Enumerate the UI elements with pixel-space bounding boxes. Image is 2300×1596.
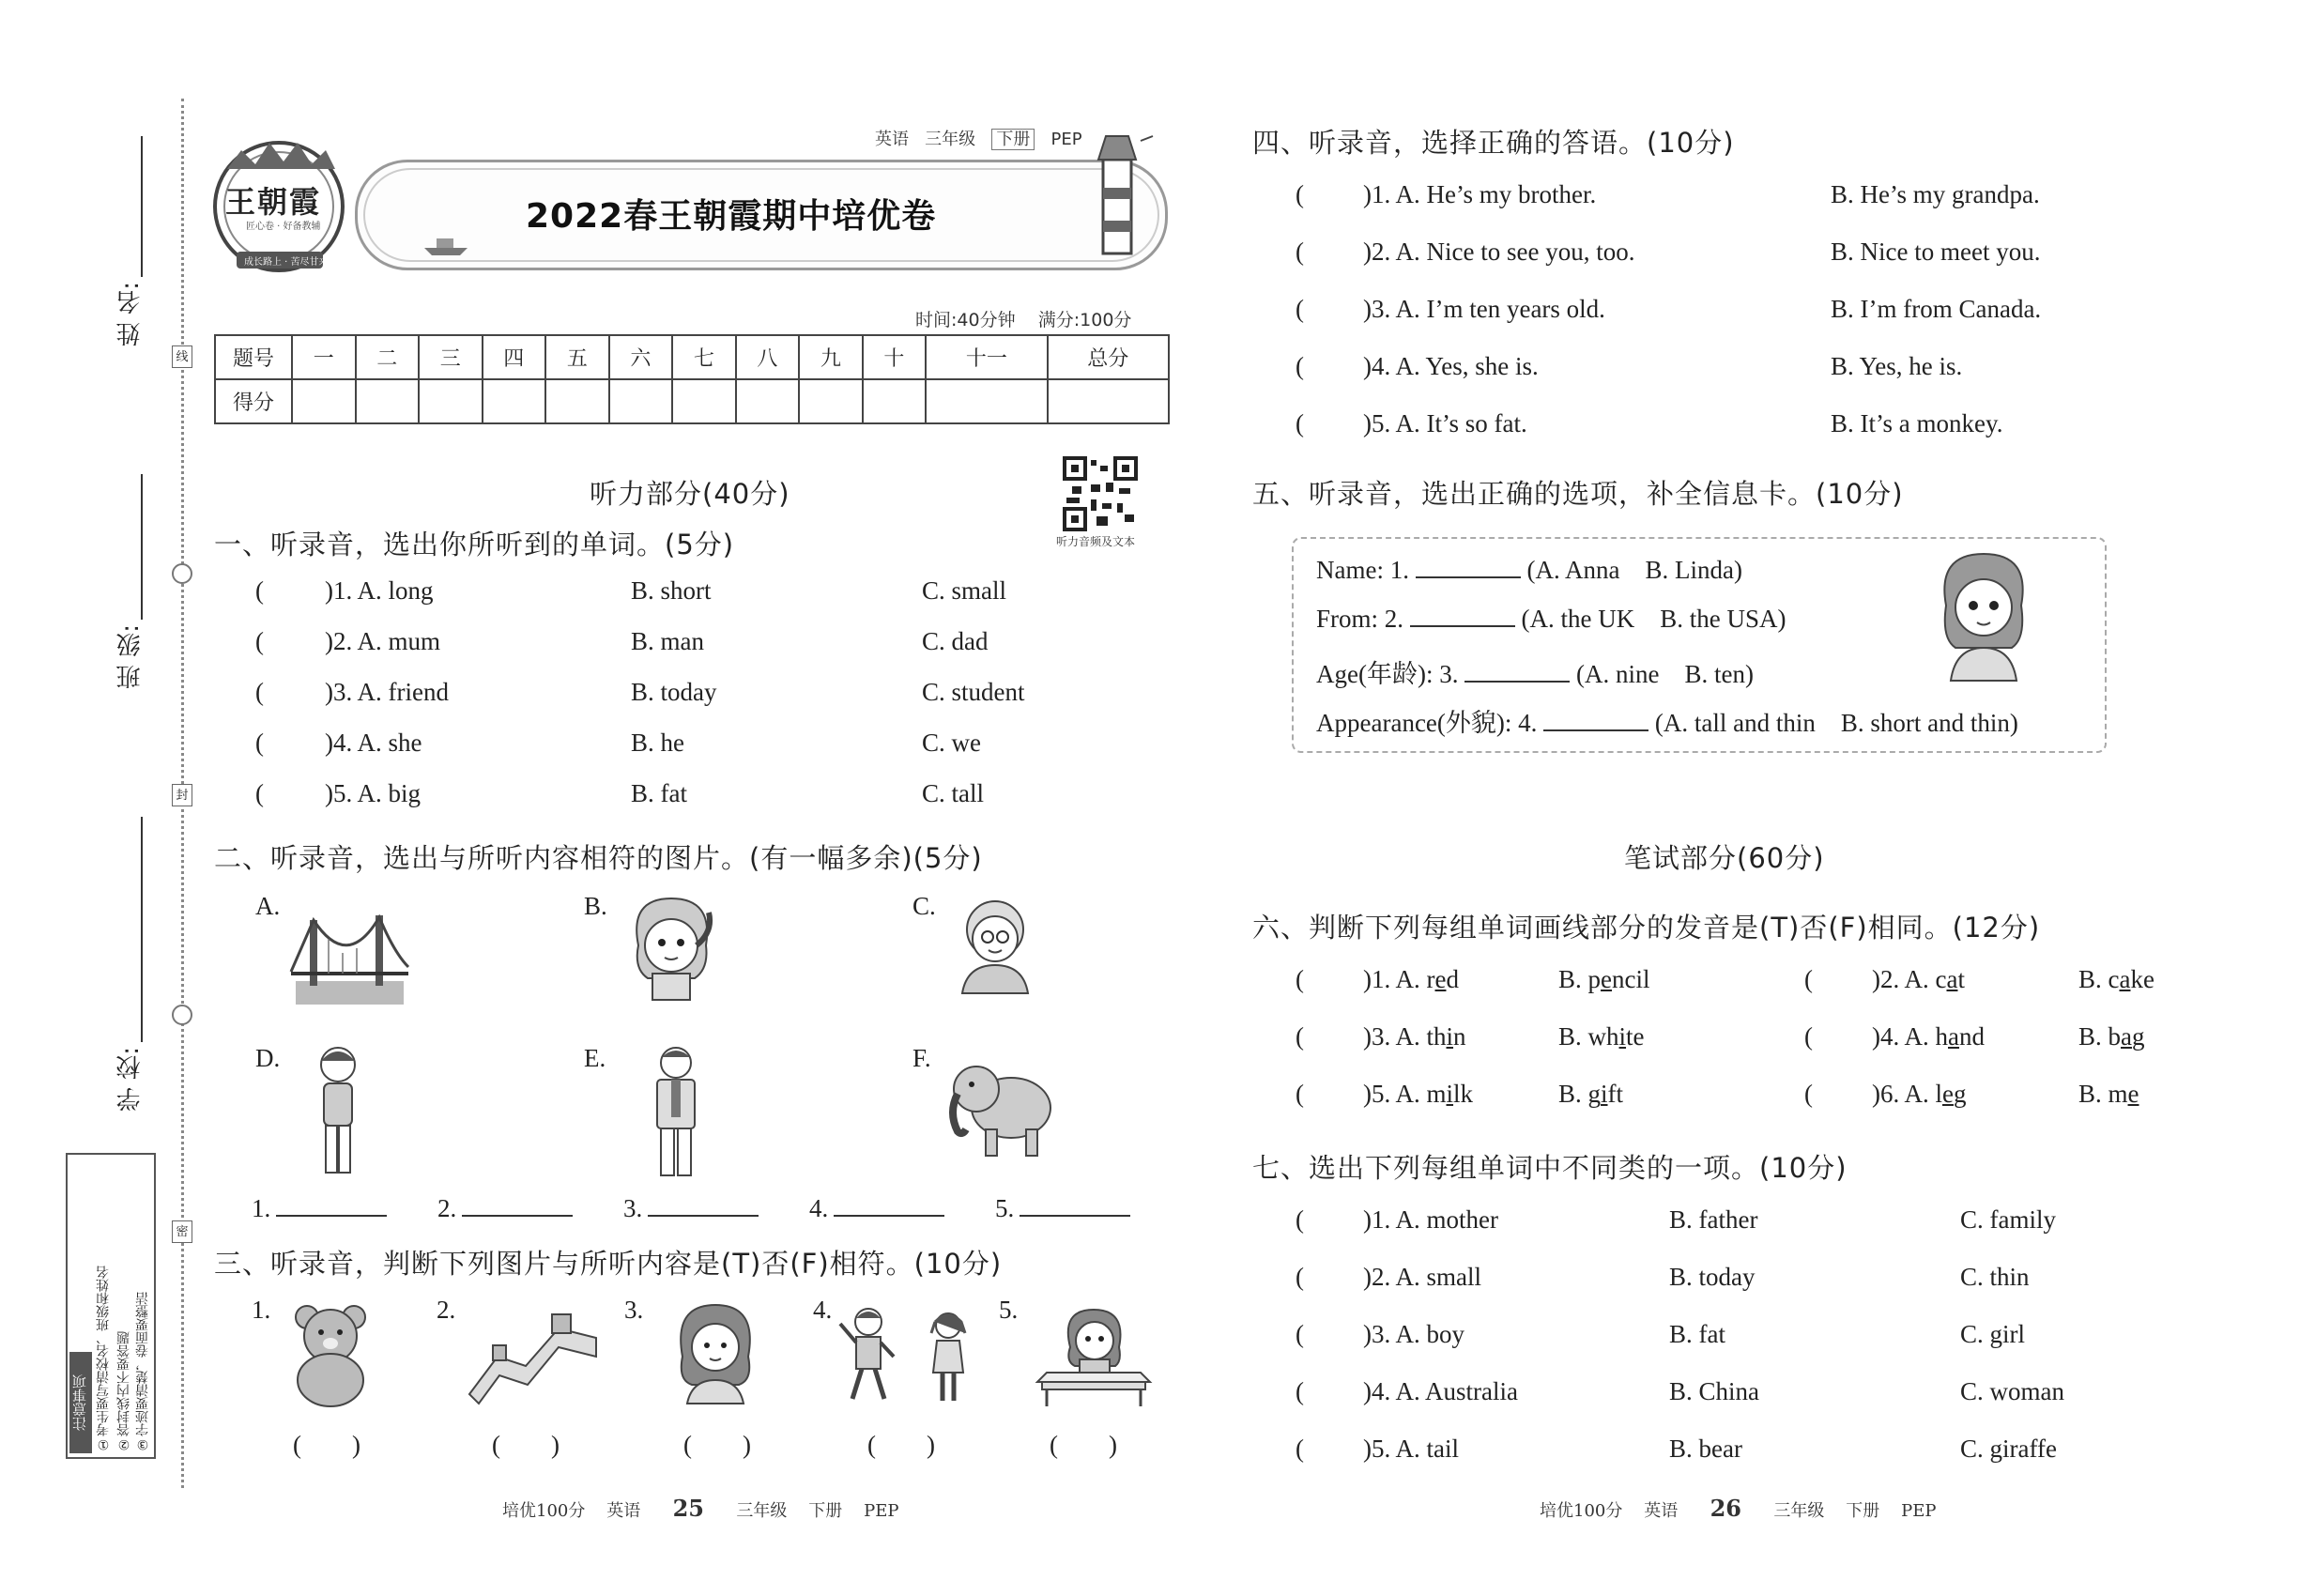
option-c: C. student	[922, 678, 1025, 706]
answer-number: 4.	[809, 1194, 829, 1222]
girl-desk-icon	[1033, 1305, 1155, 1408]
option-b: B. Nice to meet you.	[1831, 238, 2041, 266]
picture-label: 4.	[813, 1296, 833, 1324]
info-line	[1316, 605, 1786, 634]
notice-title: 注意事项	[69, 1352, 92, 1453]
list-item	[1296, 409, 2140, 438]
footer-left	[502, 1495, 899, 1522]
list-item	[1296, 352, 2140, 381]
footer-edition: PEP	[1901, 1501, 1937, 1521]
answer-number: 5.	[995, 1194, 1015, 1222]
answer-paren[interactable]: (	[1296, 1377, 1304, 1405]
footer-subject: 英语	[606, 1501, 641, 1521]
option-a: )4. A. hand	[1872, 1022, 1985, 1051]
score-cell[interactable]	[356, 379, 420, 423]
option-a: )2. A. small	[1363, 1263, 1481, 1291]
answer-paren[interactable]: (	[255, 576, 264, 605]
answer-paren[interactable]: (	[1296, 965, 1304, 993]
option-a: )1. A. red	[1363, 965, 1459, 993]
option-c: C. woman	[1960, 1377, 2064, 1405]
answer-number: 2.	[437, 1194, 457, 1222]
answer-paren[interactable]: (	[1296, 1080, 1304, 1108]
boy-icon	[310, 1044, 366, 1180]
picture-label: F.	[912, 1044, 931, 1072]
option-a: )1. A. mother	[1363, 1205, 1498, 1234]
answer-paren[interactable]: (	[1296, 352, 1304, 380]
children-icon	[836, 1305, 986, 1408]
answer-paren[interactable]: (	[1296, 180, 1304, 208]
answer-paren[interactable]: (	[1296, 1263, 1304, 1291]
footer-brand: 培优100分	[502, 1501, 586, 1521]
score-cell[interactable]	[863, 379, 927, 423]
info-options: (A. tall and thin B. short and thin)	[1654, 709, 2018, 737]
score-cell[interactable]	[483, 379, 546, 423]
answer-paren[interactable]: (	[1296, 1435, 1304, 1463]
footer-volume: 下册	[1846, 1501, 1880, 1521]
list-item	[1296, 295, 2140, 324]
list-item	[1296, 1377, 2140, 1406]
answer-paren[interactable]: (	[255, 779, 264, 807]
answer-blank-item	[995, 1194, 1130, 1223]
score-table-col: 十	[863, 335, 927, 379]
binding-ring-icon	[172, 1005, 192, 1025]
option-c: C. small	[922, 576, 1007, 605]
info-blank[interactable]	[1416, 575, 1521, 578]
class-label: 班 级:	[116, 624, 145, 690]
answer-paren[interactable]: ( )	[1050, 1431, 1117, 1459]
option-a: )3. A. thin	[1363, 1022, 1466, 1051]
man-icon	[643, 1044, 709, 1180]
answer-blank[interactable]	[648, 1214, 759, 1217]
page-title: 2022春王朝霞期中培优卷	[526, 197, 937, 236]
option-b: B. today	[631, 678, 717, 706]
footer-grade: 三年级	[736, 1501, 788, 1521]
option-a: )1. A. long	[325, 576, 434, 605]
answer-paren[interactable]: (	[1296, 1320, 1304, 1348]
option-b: B. He’s my grandpa.	[1831, 180, 2040, 208]
score-table-col: 总分	[1048, 335, 1169, 379]
list-item	[1296, 965, 1650, 994]
answer-blank-item	[437, 1194, 573, 1223]
option-a: )5. A. big	[325, 779, 422, 807]
option-b: B. cake	[2078, 965, 2154, 993]
option-b: B. white	[1558, 1022, 1645, 1051]
lighthouse-icon	[1080, 122, 1155, 263]
tag-edition: PEP	[1050, 130, 1082, 149]
info-blank[interactable]	[1410, 624, 1515, 627]
option-c: C. giraffe	[1960, 1435, 2057, 1463]
tag-subject: 英语	[875, 130, 909, 149]
info-label: Age(年龄): 3.	[1316, 660, 1459, 688]
option-b: B. pencil	[1558, 965, 1650, 993]
part1-title: 一、听录音，选出你所听到的单词。(5分)	[214, 529, 735, 560]
answer-paren[interactable]: (	[1804, 1022, 1813, 1051]
info-line	[1316, 653, 1754, 690]
notice-box	[66, 1153, 156, 1459]
picture-label: B.	[584, 892, 607, 920]
score-table	[214, 334, 1170, 424]
option-c: C. tall	[922, 779, 984, 807]
answer-blank[interactable]	[834, 1214, 944, 1217]
option-a: )2. A. Nice to see you, too.	[1363, 238, 1635, 266]
option-b: B. fat	[1669, 1320, 1725, 1348]
score-cell[interactable]	[1048, 379, 1169, 423]
footer-volume: 下册	[808, 1501, 843, 1521]
tag-grade: 三年级	[925, 130, 976, 149]
woman-icon	[668, 1300, 762, 1404]
list-item	[1296, 1263, 2140, 1292]
option-b: B. I’m from Canada.	[1831, 295, 2042, 323]
list-item	[1296, 1320, 2140, 1349]
score-table-col: 一	[292, 335, 356, 379]
score-cell[interactable]	[672, 379, 736, 423]
option-a: )4. A. Yes, she is.	[1363, 352, 1539, 380]
score-table-col: 九	[799, 335, 863, 379]
binding-ring-icon	[172, 563, 192, 584]
answer-paren[interactable]: (	[1296, 1205, 1304, 1234]
girl-portrait-icon	[1932, 549, 2035, 681]
answer-paren[interactable]: (	[1296, 1022, 1304, 1051]
part7-title: 七、选出下列每组单词中不同类的一项。(10分)	[1252, 1152, 1848, 1184]
option-c: C. we	[922, 729, 981, 757]
option-a: )5. A. milk	[1363, 1080, 1474, 1108]
info-line	[1316, 556, 1742, 585]
option-b: B. gift	[1558, 1080, 1624, 1108]
info-blank[interactable]	[1543, 729, 1648, 731]
option-a: )2. A. mum	[325, 627, 441, 655]
seal-mark-secret: 密	[172, 1220, 192, 1243]
qr-code-icon[interactable]	[1063, 456, 1138, 531]
option-a: )3. A. I’m ten years old.	[1363, 295, 1605, 323]
footer-brand: 培优100分	[1540, 1501, 1623, 1521]
score-table-row-label: 题号	[215, 335, 292, 379]
option-c: C. thin	[1960, 1263, 2030, 1291]
answer-paren[interactable]: (	[1296, 409, 1304, 437]
answer-paren[interactable]: (	[255, 678, 264, 706]
list-item	[1296, 1205, 2140, 1235]
score-cell[interactable]	[609, 379, 673, 423]
written-title: 笔试部分(60分)	[1624, 842, 1825, 874]
option-b: B. he	[631, 729, 684, 757]
info-label: Appearance(外貌): 4.	[1316, 709, 1538, 737]
time-limit: 时间:40分钟	[915, 310, 1016, 330]
footer-grade: 三年级	[1773, 1501, 1825, 1521]
score-table-col: 七	[672, 335, 736, 379]
info-label: Name: 1.	[1316, 556, 1409, 584]
great-wall-icon	[469, 1300, 596, 1404]
notice-item: ①考生要写清校名、班级和姓名	[96, 1266, 111, 1451]
option-a: )3. A. friend	[325, 678, 449, 706]
answer-paren[interactable]: (	[1296, 295, 1304, 323]
qr-caption: 听力音频及文本	[1056, 535, 1136, 548]
part2-title: 二、听录音，选出与所听内容相符的图片。(有一幅多余)(5分)	[214, 842, 983, 874]
option-c: C. dad	[922, 627, 989, 655]
picture-label: 5.	[999, 1296, 1019, 1324]
option-c: C. girl	[1960, 1320, 2026, 1348]
score-table-col: 八	[736, 335, 800, 379]
score-table-score-row	[215, 379, 1169, 423]
picture-label: 1.	[252, 1296, 271, 1324]
answer-paren[interactable]: (	[1296, 238, 1304, 266]
list-item	[1296, 1080, 1624, 1109]
answer-blank[interactable]	[462, 1214, 573, 1217]
option-a: )6. A. leg	[1872, 1080, 1967, 1108]
answer-paren[interactable]: ( )	[492, 1431, 560, 1459]
list-item	[255, 576, 1100, 606]
answer-paren[interactable]: (	[255, 729, 264, 757]
score-cell[interactable]	[292, 379, 356, 423]
picture-label: 3.	[624, 1296, 644, 1324]
time-info	[915, 306, 1131, 331]
list-item	[1296, 238, 2140, 267]
option-b: B. fat	[631, 779, 687, 807]
info-label: From: 2.	[1316, 605, 1404, 633]
list-item	[1804, 1080, 2139, 1109]
answer-paren[interactable]: ( )	[293, 1431, 360, 1459]
list-item	[255, 779, 1100, 808]
info-blank[interactable]	[1464, 680, 1570, 683]
score-cell[interactable]	[419, 379, 483, 423]
option-c: C. family	[1960, 1205, 2056, 1234]
part3-title: 三、听录音，判断下列图片与所听内容是(T)否(F)相符。(10分)	[214, 1248, 1003, 1280]
info-options: (A. Anna B. Linda)	[1526, 556, 1742, 584]
part6-title: 六、判断下列每组单词画线部分的发音是(T)否(F)相同。(12分)	[1252, 912, 2041, 944]
full-score: 满分:100分	[1037, 310, 1132, 330]
list-item	[1296, 1435, 2140, 1464]
answer-blank-item	[252, 1194, 387, 1223]
list-item	[255, 627, 1100, 656]
logo-text: 王朝霞	[225, 184, 322, 220]
option-b: B. China	[1669, 1377, 1760, 1405]
part5-title: 五、听录音，选出正确的选项，补全信息卡。(10分)	[1252, 478, 1904, 510]
score-cell[interactable]	[926, 379, 1047, 423]
girl-thinking-icon	[620, 894, 723, 1002]
option-a: )4. A. Australia	[1363, 1377, 1518, 1405]
list-item	[1296, 180, 2140, 209]
option-a: )5. A. It’s so fat.	[1363, 409, 1527, 437]
answer-paren[interactable]: (	[1804, 965, 1813, 993]
notice-item: ②答封线内不要答题	[116, 1331, 131, 1451]
option-b: B. me	[2078, 1080, 2139, 1108]
picture-label: 2.	[437, 1296, 456, 1324]
answer-blank[interactable]	[1020, 1214, 1130, 1217]
option-a: )4. A. she	[325, 729, 422, 757]
answer-number: 3.	[623, 1194, 643, 1222]
picture-label: A.	[255, 892, 281, 920]
footer-edition: PEP	[864, 1501, 899, 1521]
score-table-col: 四	[483, 335, 546, 379]
option-b: B. bear	[1669, 1435, 1742, 1463]
list-item	[255, 729, 1100, 758]
score-cell[interactable]	[736, 379, 800, 423]
answer-number: 1.	[252, 1194, 271, 1222]
option-b: B. Yes, he is.	[1831, 352, 1963, 380]
school-field[interactable]	[141, 817, 143, 1042]
footer-right	[1540, 1495, 1937, 1522]
option-a: )3. A. boy	[1363, 1320, 1464, 1348]
option-b: B. man	[631, 627, 704, 655]
option-a: )5. A. tail	[1363, 1435, 1459, 1463]
page-number: 26	[1710, 1495, 1741, 1522]
score-table-col: 十一	[926, 335, 1047, 379]
score-table-header-row	[215, 335, 1169, 379]
score-table-col: 二	[356, 335, 420, 379]
option-a: )2. A. cat	[1872, 965, 1965, 993]
class-field[interactable]	[141, 474, 143, 620]
answer-paren[interactable]: (	[1804, 1080, 1813, 1108]
page-number: 25	[672, 1495, 704, 1522]
answer-paren[interactable]: (	[255, 627, 264, 655]
answer-paren[interactable]: ( )	[867, 1431, 935, 1459]
logo-sub: 匠心卷 · 好备教辅	[246, 222, 321, 232]
list-item	[255, 678, 1100, 707]
bridge-icon	[291, 906, 408, 1009]
name-field[interactable]	[141, 136, 143, 277]
info-options: (A. the UK B. the USA)	[1521, 605, 1786, 633]
tag-volume: 下册	[991, 129, 1035, 150]
bear-icon	[284, 1300, 377, 1408]
option-b: B. It’s a monkey.	[1831, 409, 2003, 437]
score-cell[interactable]	[799, 379, 863, 423]
answer-blank[interactable]	[276, 1214, 387, 1217]
seal-mark-line: 线	[172, 345, 192, 368]
notice-item: ③字迹要清楚，卷面要整洁	[135, 1292, 150, 1451]
score-table-col: 六	[609, 335, 673, 379]
picture-label: C.	[912, 892, 936, 920]
footer-subject: 英语	[1644, 1501, 1679, 1521]
score-table-col: 三	[419, 335, 483, 379]
info-options: (A. nine B. ten)	[1575, 660, 1754, 688]
logo-motto: 成长路上 · 苦尽甘来	[244, 257, 329, 268]
ship-icon	[422, 235, 469, 257]
picture-label: E.	[584, 1044, 606, 1072]
part4-title: 四、听录音，选择正确的答语。(10分)	[1252, 127, 1735, 159]
list-item	[1296, 1022, 1645, 1051]
listening-title: 听力部分(40分)	[590, 478, 790, 510]
logo	[208, 131, 349, 272]
option-b: B. short	[631, 576, 712, 605]
answer-blank-item	[809, 1194, 944, 1223]
name-label: 姓 名:	[116, 282, 145, 347]
option-b: B. bag	[2078, 1022, 2145, 1051]
option-b: B. father	[1669, 1205, 1758, 1234]
option-b: B. today	[1669, 1263, 1756, 1291]
score-table-row-label: 得分	[215, 379, 292, 423]
picture-label: D.	[255, 1044, 281, 1072]
answer-paren[interactable]: ( )	[683, 1431, 751, 1459]
answer-blank-item	[623, 1194, 759, 1223]
header-tags	[875, 126, 1082, 150]
score-table-col: 五	[545, 335, 609, 379]
option-a: )1. A. He’s my brother.	[1363, 180, 1597, 208]
school-label: 学 校:	[116, 1047, 145, 1113]
elephant-icon	[943, 1047, 1056, 1159]
info-line	[1316, 702, 2018, 739]
list-item	[1804, 1022, 2145, 1051]
score-cell[interactable]	[545, 379, 609, 423]
list-item	[1804, 965, 2154, 994]
grandma-icon	[948, 892, 1042, 995]
seal-mark-seal: 封	[172, 784, 192, 806]
